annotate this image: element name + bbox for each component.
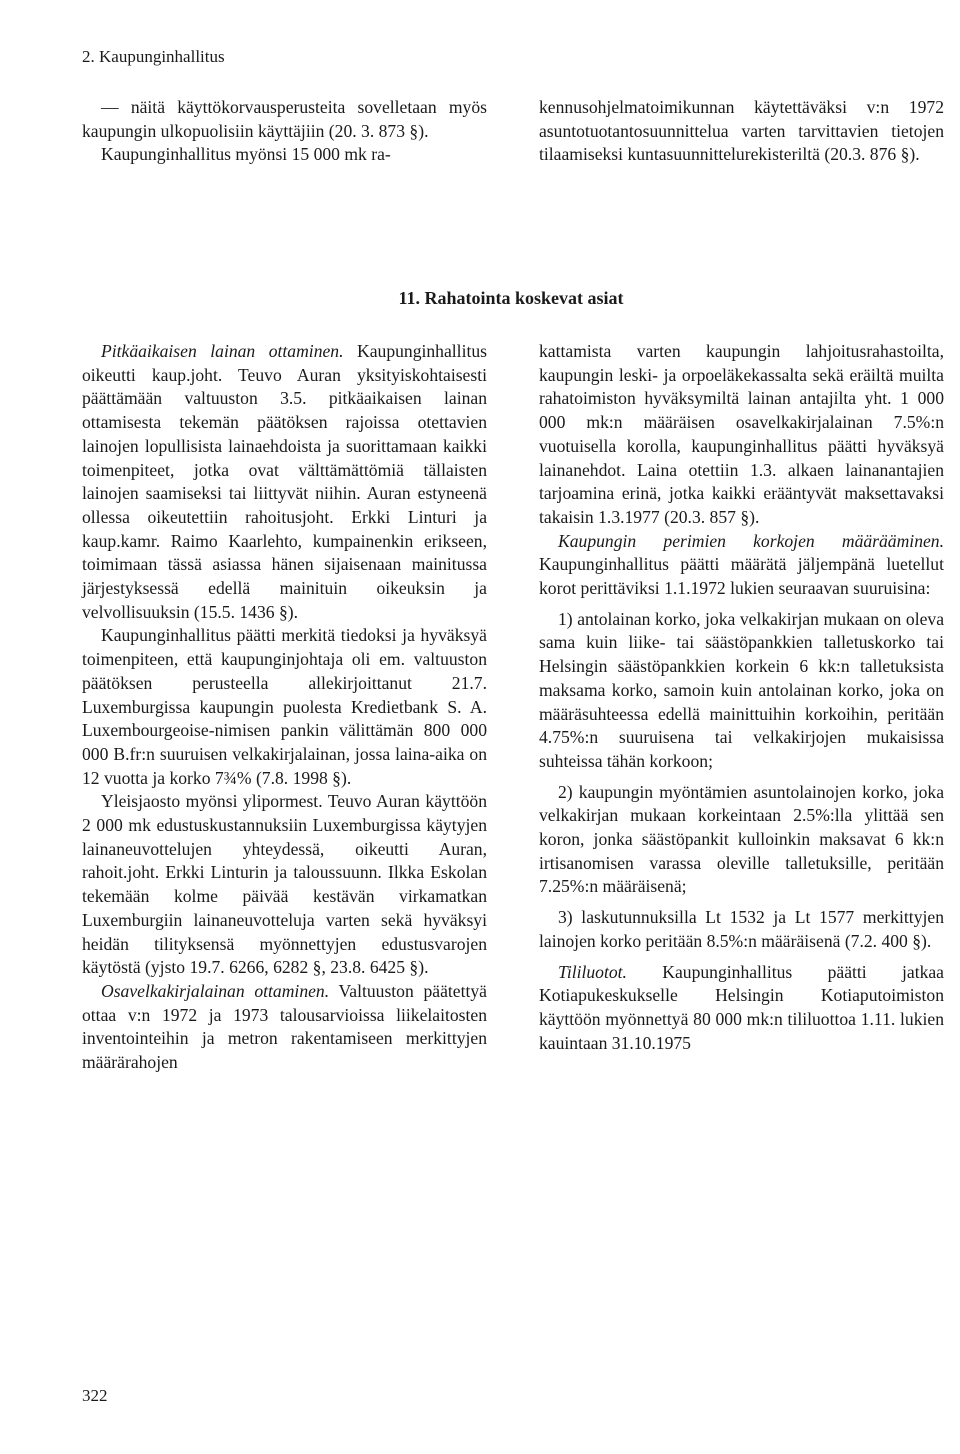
- paragraph-text: Kaupunginhallitus päätti määrätä jäljempänä luetellut korot perittäviksi 1.1.1972 lukien seuraavan suuruisina:: [539, 554, 944, 599]
- paragraph-text: Kaupunginhallitus päätti jatkaa Kotiapukeskukselle Helsingin Kotiaputoimiston käyttöön myönnettyä 80 000 mk:n tililuottoa 1.11. lukien kauintaan 31.10.1975: [539, 961, 944, 1053]
- paragraph: [539, 961, 944, 1056]
- paragraph-text: Valtuuston päätettyä ottaa v:n 1972 ja 1973 talousarvioissa liikelaitosten inventointeihin ja metron rakentamiseen merkittyjen määrärahojen: [82, 980, 487, 1073]
- paragraph: [539, 530, 944, 601]
- top-left-column: [82, 96, 487, 167]
- paragraph-heading: Tililuotot.: [558, 961, 627, 982]
- page-number: 322: [82, 1386, 108, 1405]
- paragraph-heading: Kaupungin perimien korkojen määrääminen.: [558, 530, 944, 551]
- list-item: 2) kaupungin myöntämien asuntolainojen korko, joka velkakirjan mukaan korkeintaan 2.5%:lla ylittää sen koron, jonka säästöpankit kulloinkin maksavat 6 kk:n irtisanomisen varassa oleville talletuksille, peritään 7.25%:n määräisenä;: [539, 781, 944, 897]
- paragraph: Yleisjaosto myönsi ylipormest. Teuvo Auran käyttöön 2 000 mk edustuskustannuksiin Luxemburgissa käytyjen lainaneuvottelujen yhteydessä, oikeutti Auran, rahoit.joht. Erkki Linturin ja taloussuunn. Ilkka Eskolan tekemään kolme päivää kestävän virkamatkan Luxemburgiin lainaneuvotteluja varten sekä hyväksyi heidän tilityksensä myönnettyjen edustusvarojen käytöstä (yjsto 19.7. 6266, 6282 §, 23.8. 6425 §).: [82, 791, 487, 978]
- paragraph: kennusohjelmatoimikunnan käytettäväksi v:n 1972 asuntotuotantosuunnittelua varten tarvittavien tietojen tilaamiseksi kuntasuunnittelurekisteriltä (20.3. 876 §).: [539, 97, 944, 165]
- left-column: [82, 340, 487, 1075]
- paragraph: [82, 980, 487, 1075]
- paragraph: [82, 340, 487, 624]
- list-item: 1) antolainan korko, joka velkakirjan mukaan on oleva sama kuin liike- tai säästöpankkien talletuskorko tai Helsingin säästöpankkien korkein 6 kk:n talletuksista maksama korko, samoin kuin antolainan korko, joka on määräsuhteessa edellä mainittuihin korkoihin, peritään 4.75%:n suuruisena tai velkakirjojen mukaisissa suhteissa tähän korkoon;: [539, 608, 944, 771]
- paragraph-heading: Pitkäaikaisen lainan ottaminen.: [101, 341, 344, 361]
- paragraph: Kaupunginhallitus päätti merkitä tiedoksi ja hyväksyä toimenpiteen, että kaupunginjohtaja oli em. valtuuston päätöksen perusteella allekirjoittanut 21.7. Luxemburgissa kaupungin puolesta Kredietbank S. A. Luxembourgeoise-nimisen pankin välittämän 800 000 000 B.fr:n suuruisen velkakirjalainan, jossa laina-aika on 12 vuotta ja korko 7¾% (7.8. 1998 §).: [82, 625, 487, 788]
- right-column: [539, 340, 944, 1055]
- top-right-column: [539, 96, 944, 167]
- paragraph-heading: Osavelkakirjalainan ottaminen.: [101, 980, 330, 1001]
- running-header: 2. Kaupunginhallitus: [82, 47, 225, 66]
- list-item: 3) laskutunnuksilla Lt 1532 ja Lt 1577 merkittyjen lainojen korko peritään 8.5%:n määräisenä (7.2. 400 §).: [539, 907, 944, 951]
- paragraph: kattamista varten kaupungin lahjoitusrahastoilta, kaupungin leski- ja orpoeläkekassalta sekä eräiltä muilta rahatoimiston hyväksymiltä lainan antajilta yht. 1 000 000 mk:n määräisen osavelkakirjalainan 7.5%:n vuotuisella korolla, kaupunginhallitus päätti hyväksyä lainanehdot. Laina otettiin 1.3. alkaen lainanantajien tarjoamina erinä, jotka kaikki erääntyvät maksettavaksi takaisin 1.3.1977 (20.3. 857 §).: [539, 341, 944, 527]
- paragraph: Kaupunginhallitus myönsi 15 000 mk ra-: [101, 144, 391, 165]
- section-title-text: 11. Rahatointa koskevat asiat: [398, 288, 624, 308]
- paragraph-text: Kaupunginhallitus oikeutti kaup.joht. Teuvo Auran yksityiskohtaisesti päättämään valtuuston 3.5. pitkäaikaisen lainan ottamisesta tekemän päätöksen rajoissa otettavien lainojen lopullisista lainaehdoista ja suorittamaan kaikki toimenpiteet, jotka ovat välttämättömiä tällaisten lainojen saamiseksi tai liittyvät niihin. Auran estyneenä ollessa oikeutettiin rahoitusjoht. Erkki Linturi ja kaup.kamr. Raimo Kaarlehto, kumpainenkin erikseen, toimimaan tässä asiassa hänen sijaisenaan mainitussa järjestyksessä edellä mainituin oikeuksin ja velvollisuuksin (15.5. 1436 §).: [82, 341, 487, 622]
- section-heading: [0, 286, 960, 310]
- paragraph: — näitä käyttökorvausperusteita sovelletaan myös kaupungin ulkopuolisiin käyttäjiin (20. 3. 873 §).: [82, 97, 487, 141]
